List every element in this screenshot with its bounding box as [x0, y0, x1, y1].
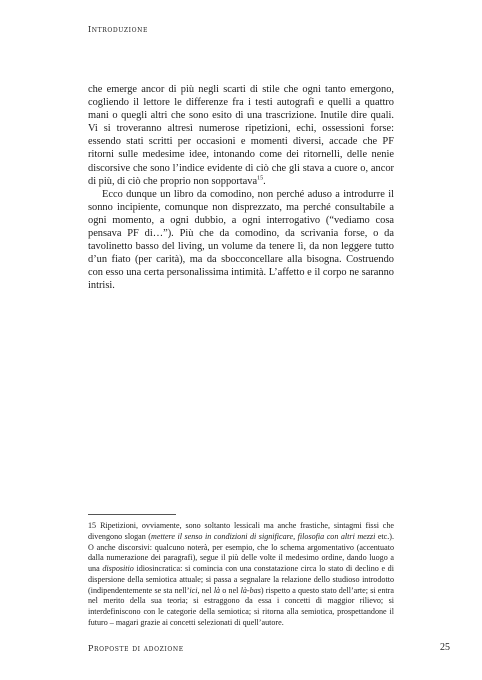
paragraph-2: Ecco dunque un libro da comodino, non perché aduso a introdurre il sonno incipiente, comunque non disprezzato, ma perché consultabile a ogni momento, a ogni dubbio, a ogni interrogativo (“vediamo cosa pensava PF di…”). Più che da comodino, da scrivania forse, o da tavolinetto basso del living, un volume da tenere lì, da non leggere tutto d’un fiato (per carità), ma da sbocconcellare alla bisogna. Costruendo con esso una certa personalissima intimità. L’affetto e il corpo ne saranno intrisi.	[88, 188, 394, 292]
footnote-separator	[88, 514, 176, 515]
footnote-text: idiosincratica: si comincia con una constatazione circa lo stato di declino e di dispersione della semiotica attuale; si passa a segnalare la relazione dello studioso introdotto (indipendentemente se sta nell’	[88, 564, 394, 595]
footnote-number: 15	[88, 521, 97, 530]
footnote-text: , nel	[197, 585, 214, 595]
footnote-italic: dispositio	[102, 564, 134, 573]
running-footer: Proposte di adozione	[88, 644, 184, 653]
paragraph-1-end: .	[263, 175, 266, 187]
footnote-text: etc.). O anche discorsivi: qualcuno noterà, per esempio, che lo schema argomentativo (accentuato dalla numerazione dei paragrafi), segue il più delle volte il medesimo ordine, dando luogo a una	[88, 531, 395, 573]
footnote-italic: ici	[189, 585, 198, 595]
footnote-italic: là	[213, 585, 221, 595]
footnote-reference[interactable]: 15	[257, 175, 264, 182]
footnote	[88, 521, 394, 629]
paragraph-1	[88, 83, 394, 188]
paragraph-1-text: che emerge ancor di più negli scarti di stile che ogni tanto emergono, cogliendo il lettore le differenze fra i testi autografi e quelli a quattro mani o quegli altri che sono esito di una trascrizione. Inutile dire quali. Vi si troveranno altresì numerose ripetizioni, echi, ossessioni forse: essendo stati scritti per occasioni e momenti diversi, accade che PF ritorni sulle medesime idee, intonando come dei ritornelli, delle nenie discorsive che sono l’indice evidente di ciò che gli stava a cuore o, ancor di più, di ciò che proprio non sopportava	[88, 84, 394, 187]
footnote-italic: mettere il senso in condizioni di significare, filosofia con altri mezzi	[151, 531, 376, 541]
footnote-text: ) rispetto a questo stato dell’arte; si entra nel merito della sua teoria; si estraggono da essa i concetti di maggior rilievo; si interdefiniscono con le categorie della semiotica; si ritorna alla semiotica, prospettandone il futuro – magari grazie ai concetti selezionati di quell’autore.	[88, 585, 394, 627]
page-number: 25	[440, 642, 450, 653]
footnote-text: Ripetizioni, ovviamente, sono soltanto lessicali ma anche frastiche, sintagmi fissi che divengono slogan (	[88, 521, 394, 541]
footnote-text: o nel	[220, 585, 241, 595]
main-text	[88, 83, 394, 293]
running-header: Introduzione	[88, 25, 149, 34]
footnote-italic: là-bas	[240, 585, 261, 595]
